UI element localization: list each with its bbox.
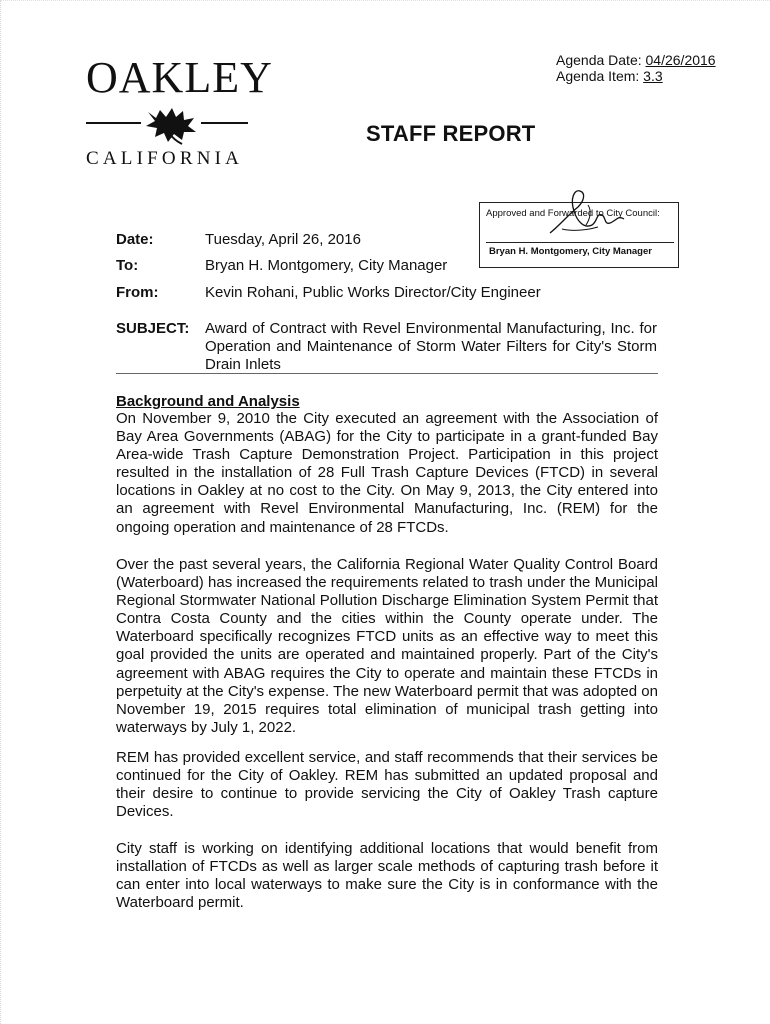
date-value: Tuesday, April 26, 2016 — [205, 231, 361, 248]
oak-leaf-icon — [86, 106, 256, 146]
from-label: From: — [116, 284, 159, 301]
paragraph-additional-locations: City staff is working on identifying additional locations that would benefit from installation of FTCDs as well as larger scale methods of capturing trash before it can enter into local waterways to make sure the City is in conformance with the Waterboard permit. — [116, 840, 658, 912]
agenda-item-label: Agenda Item: — [556, 68, 640, 84]
subject-label: SUBJECT: — [116, 320, 190, 337]
approval-stamp — [479, 202, 679, 268]
logo-subtitle: CALIFORNIA — [86, 148, 244, 169]
page-title: STAFF REPORT — [366, 121, 536, 146]
logo-wordmark: OAKLEY — [86, 53, 273, 102]
oakley-logo — [86, 53, 273, 169]
subject-line: Drain Inlets — [205, 356, 281, 373]
paragraph-waterboard: Over the past several years, the California Regional Water Quality Control Board (Waterboard) has increased the requirements related to trash under the Municipal Regional Stormwater National Pollution Discharge Elimination System Permit that Contra Costa County and the cities within the County operate under. The Waterboard specifically recognizes FTCD units as an effective way to meet this goal provided the units are operated and maintained properly. Part of the City's agreement with ABAG requires the City to operate and maintain these FTCDs in perpetuity at the City's expense. The new Waterboard permit that was adopted on November 19, 2015 requires total elimination of municipal trash getting into waterways by July 1, 2022. — [116, 556, 658, 736]
approval-label: Approved and Forwarded to City Council: — [486, 208, 660, 219]
paragraph-background: On November 9, 2010 the City executed an agreement with the Association of Bay Area Governments (ABAG) for the City to participate in a grant-funded Bay Area-wide Trash Capture Demonstration Project. Participation in this project resulted in the installation of 28 Full Trash Capture Devices (FTCD) in several locations in Oakley at no cost to the City. On May 9, 2013, the City entered into an agreement with Revel Environmental Manufacturing, Inc. (REM) for the ongoing operation and maintenance of 28 FTCDs. — [116, 410, 658, 536]
divider — [116, 373, 658, 374]
signature-icon — [540, 185, 630, 245]
agenda-item-value: 3.3 — [643, 68, 663, 84]
from-value: Kevin Rohani, Public Works Director/City Engineer — [205, 284, 541, 301]
agenda-date-row — [556, 52, 716, 68]
agenda-date-value: 04/26/2016 — [645, 52, 716, 68]
approval-name: Bryan H. Montgomery, City Manager — [489, 246, 652, 257]
signature-line — [486, 242, 674, 243]
to-label: To: — [116, 257, 139, 274]
section-heading: Background and Analysis — [116, 393, 300, 410]
agenda-info — [556, 52, 716, 84]
date-label: Date: — [116, 231, 154, 248]
paragraph-rem-service: REM has provided excellent service, and staff recommends that their services be continued for the City of Oakley. REM has submitted an updated proposal and their desire to continue to provide servicing the City of Oakley Trash capture Devices. — [116, 749, 658, 821]
subject-value — [205, 320, 657, 374]
agenda-item-row — [556, 68, 716, 84]
subject-line: Operation and Maintenance of Storm Water Filters for City's Storm — [205, 338, 657, 355]
to-value: Bryan H. Montgomery, City Manager — [205, 257, 448, 274]
agenda-date-label: Agenda Date: — [556, 52, 642, 68]
subject-line: Award of Contract with Revel Environmental Manufacturing, Inc. for — [205, 320, 657, 337]
